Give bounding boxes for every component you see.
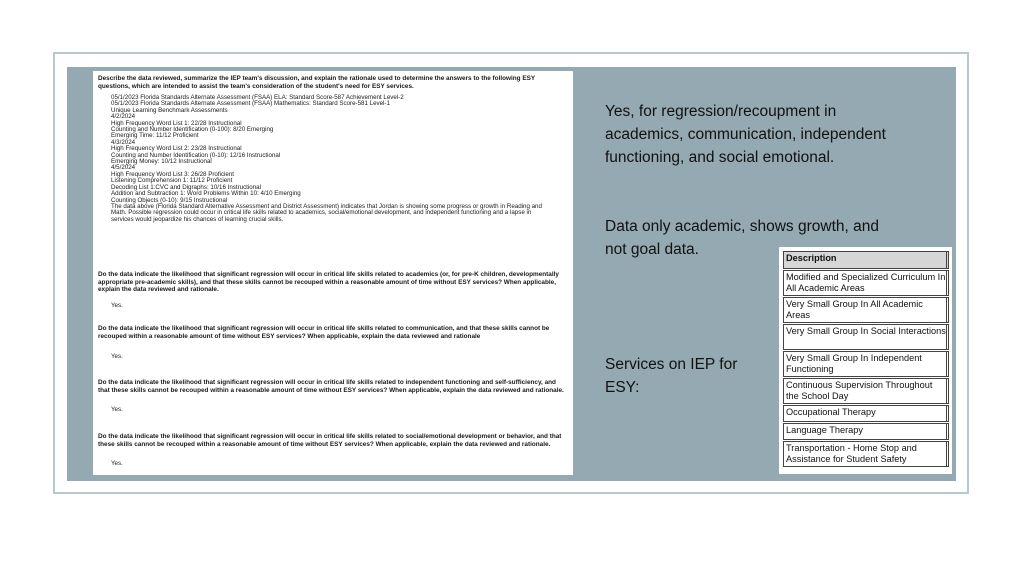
service-description: Continuous Supervision Throughout the School Day xyxy=(786,380,933,401)
table-row xyxy=(783,297,949,323)
answer-social-emotional: Yes. xyxy=(111,460,123,467)
table-row xyxy=(783,351,949,377)
table-header-label: Description xyxy=(786,253,837,263)
data-line: Emerging Money: 10/12 Instructional xyxy=(111,158,212,166)
question-academics: Do the data indicate the likelihood that significant regression will occur in critical life skills related to academics (or, for pre-K children, developmentally appropriate pre-academic skills), and that these skills cannot be recouped within a reasonable amount of time without ESY services? When applicable, explain the data reviewed and rationale. xyxy=(98,271,559,294)
services-table xyxy=(779,247,952,474)
service-description: Occupational Therapy xyxy=(786,407,876,417)
table-row xyxy=(783,441,949,467)
service-description: Transportation - Home Stop and Assistance for Student Safety xyxy=(786,443,917,464)
data-line: 4/2/2024 xyxy=(111,113,136,121)
data-line: 05/1/2023 Florida Standards Alternate Assessment (FSAA) Mathematics: Standard Score-581 Level-1 xyxy=(111,100,390,108)
table-row xyxy=(783,423,949,440)
answer-independent-functioning: Yes. xyxy=(111,406,123,413)
question-social-emotional: Do the data indicate the likelihood that significant regression will occur in critical life skills related to social/emotional development or behavior, and that these skills cannot be recouped within a reasonable amount of time without ESY services? When applicable, explain the data reviewed and rationale. xyxy=(98,433,562,448)
data-line: Unique Learning Benchmark Assessments xyxy=(111,106,228,114)
data-line: Counting and Number Identification (0-100): 8/20 Emerging xyxy=(111,126,274,134)
service-description: Modified and Specialized Curriculum In All Academic Areas xyxy=(786,272,946,293)
data-line: Emerging Time: 11/12 Proficient xyxy=(111,132,199,140)
data-line: 05/1/2023 Florida Standards Alternate Assessment (FSAA) ELA: Standard Score-587 Achievement Level-2 xyxy=(111,94,404,101)
data-line: Decoding List 1:CVC and Digraphs: 10/16 Instructional xyxy=(111,183,261,191)
service-description: Very Small Group In Independent Functioning xyxy=(786,353,922,374)
regression-note: Yes, for regression/recoupment in academics, communication, independent functioning, and social emotional. xyxy=(605,103,886,166)
table-row xyxy=(783,405,949,422)
data-line: 4/5/2024 xyxy=(111,164,136,172)
assessment-data-list xyxy=(111,95,566,223)
data-line: 4/3/2024 xyxy=(111,138,136,146)
service-description: Very Small Group In Social Interactions xyxy=(786,326,946,336)
table-row xyxy=(783,324,949,350)
data-note: Data only academic, shows growth, and not goal data. xyxy=(605,218,879,258)
table-row xyxy=(783,378,949,404)
answer-communication: Yes. xyxy=(111,353,123,360)
service-description: Very Small Group In All Academic Areas xyxy=(786,299,923,320)
data-line: High Frequency Word List 1: 22/28 Instructional xyxy=(111,119,242,127)
data-line: High Frequency Word List 3: 26/28 Proficient xyxy=(111,170,235,178)
table-row xyxy=(783,270,949,296)
data-summary: The data above (Florida Standard Alternative Assessment and District Assessment) indicates that Jordan is showing some progress or growth in Reading and Math. Possible regression could occur in critical life skills related to academics, social/emotional development, and independent functioning and a lapse in services would jeopardize his chances of learning crucial skills. xyxy=(111,202,542,223)
question-communication: Do the data indicate the likelihood that significant regression will occur in critical life skills related to communication, and that these skills cannot be recouped within a reasonable amount of time without ESY services? When applicable, explain the data reviewed and rationale xyxy=(98,325,550,340)
question-independent-functioning: Do the data indicate the likelihood that significant regression will occur in critical life skills related to independent functioning and self-sufficiency, and that these skills cannot be recouped within a reasonable amount of time without ESY services? When applicable, explain the data reviewed and rationale. xyxy=(98,379,564,394)
table-header xyxy=(783,251,949,269)
data-line: Listening Comprehension 1: 11/12 Proficient xyxy=(111,177,233,185)
service-description: Language Therapy xyxy=(786,425,863,435)
document-heading: Describe the data reviewed, summarize the IEP team's discussion, and explain the rationale used to determine the answers to the following ESY questions, which are intended to assist the team's consideration of the student's need for ESY services. xyxy=(98,75,536,90)
iep-document-image xyxy=(93,71,573,475)
data-line: High Frequency Word List 2: 23/28 Instructional xyxy=(111,145,242,153)
data-line: Counting and Number Identification (0-10): 12/16 Instructional xyxy=(111,151,281,159)
services-label: Services on IEP for ESY: xyxy=(605,356,738,396)
data-line: Counting Objects (0-10): 9/15 Instructional xyxy=(111,196,228,204)
data-line: Addition and Subtraction 1: Word Problems Within 10: 4/10 Emerging xyxy=(111,190,301,198)
answer-academics: Yes. xyxy=(111,302,123,309)
